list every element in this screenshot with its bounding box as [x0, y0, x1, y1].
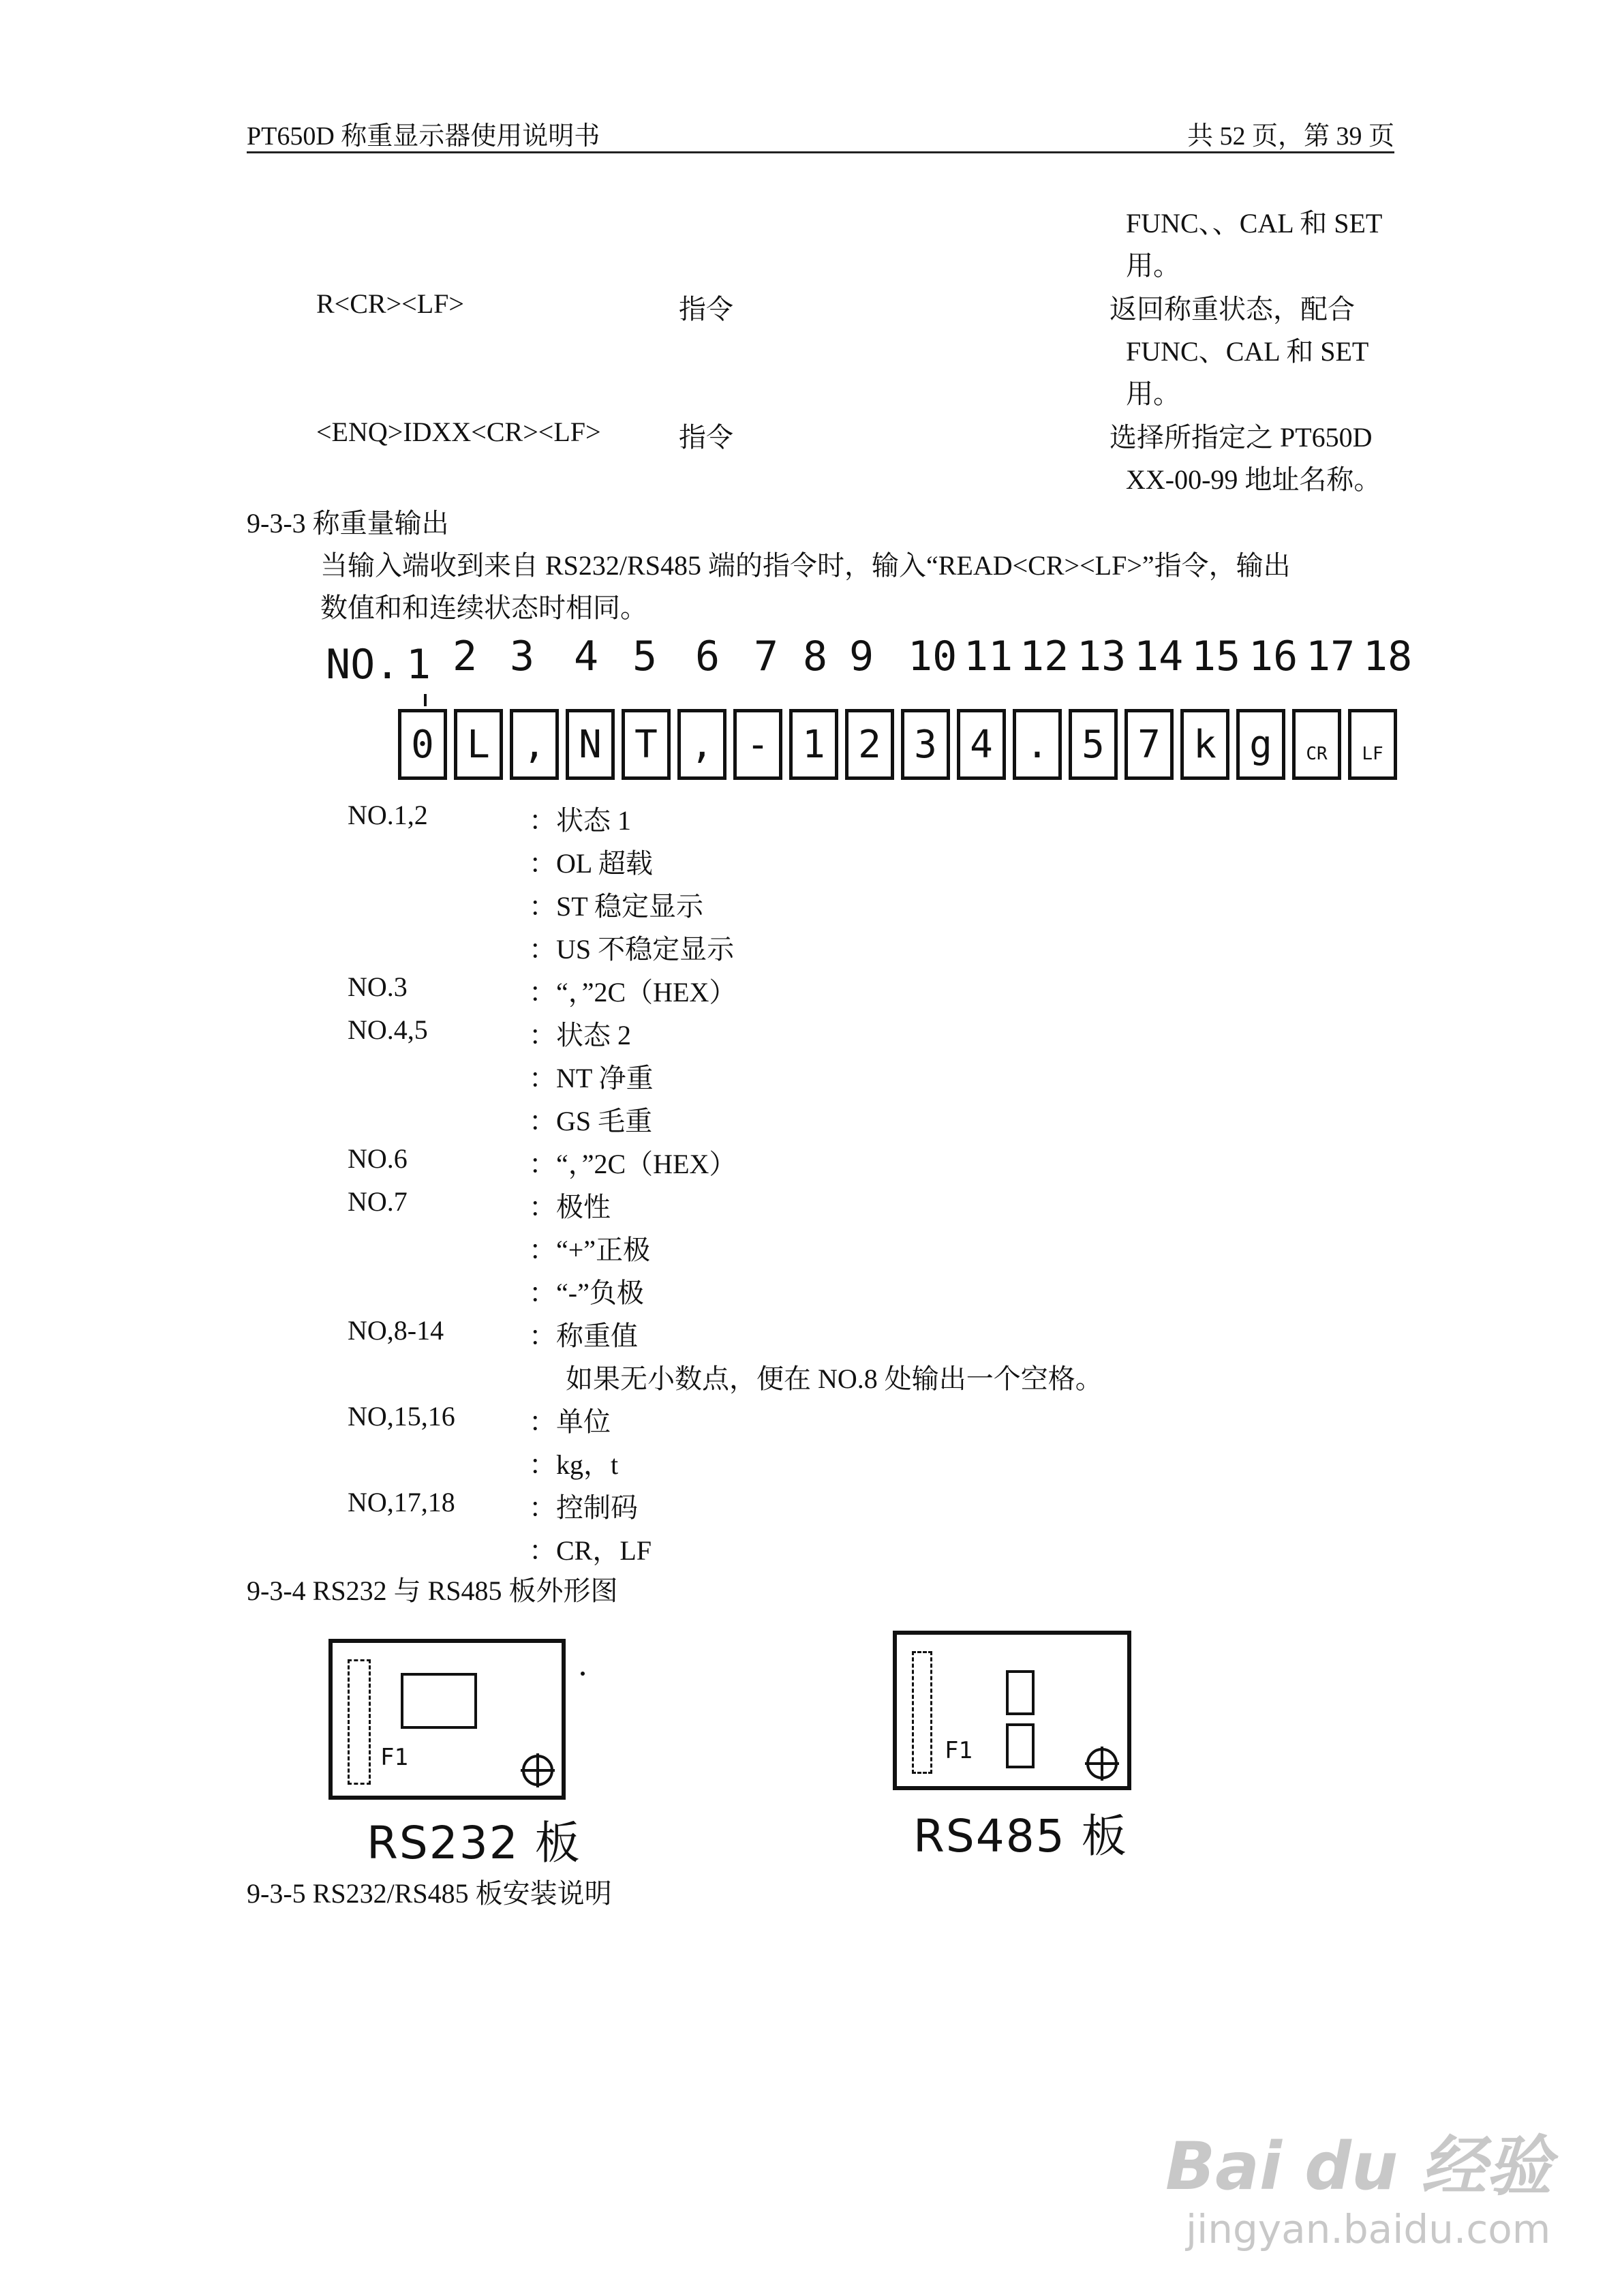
- rs232-f1-label: F1: [380, 1744, 408, 1771]
- frame-cell: 3: [901, 709, 950, 780]
- header-title: PT650D 称重显示器使用说明书: [247, 122, 600, 151]
- watermark-url: jingyan.baidu.com: [1186, 2206, 1551, 2252]
- field-description: ：NT 净重: [529, 1063, 654, 1093]
- field-description: ：kg，t: [529, 1449, 619, 1480]
- field-description: ：状态 2: [529, 1020, 631, 1051]
- frame-position-number: 14: [1134, 633, 1184, 680]
- command-r-desc-3: 用。: [1126, 378, 1180, 409]
- frame-position-number: 8: [803, 633, 828, 680]
- command-enq: <ENQ>IDXX<CR><LF>: [316, 417, 601, 447]
- frame-position-number: 5: [632, 633, 658, 680]
- frame-cell: ,: [510, 709, 559, 780]
- frame-cell: 4: [957, 709, 1006, 780]
- rs232-board-label: RS232 板: [367, 1817, 581, 1869]
- section-9-3-3-para-line1: 当输入端收到来自 RS232/RS485 端的指令时，输入“READ<CR><LF>”指令，输出: [320, 550, 1291, 581]
- frame-position-number: 1: [406, 641, 431, 689]
- frame-position-number: 15: [1191, 633, 1241, 680]
- field-number: NO.6: [348, 1143, 408, 1174]
- field-description: ：GS 毛重: [529, 1106, 653, 1136]
- field-description: ：单位: [529, 1406, 611, 1437]
- command-enq-desc-2: XX-00-99 地址名称。: [1126, 464, 1381, 495]
- field-description: ：“-”负极: [529, 1278, 644, 1308]
- frame-cell: 7: [1124, 709, 1174, 780]
- field-description: ：“，”2C（HEX）: [529, 977, 737, 1008]
- frame-number-prefix: NO.: [326, 641, 400, 689]
- header-page-number: 共 52 页，第 39 页: [1187, 122, 1394, 151]
- rs232-chip: [401, 1673, 477, 1729]
- frame-cell: 5: [1069, 709, 1118, 780]
- watermark-brand: Bai du 经验: [1165, 2128, 1552, 2205]
- frame-cell: 1: [789, 709, 838, 780]
- frame-cell: 2: [845, 709, 894, 780]
- section-9-3-5-heading: 9-3-5 RS232/RS485 板安装说明: [247, 1878, 612, 1909]
- field-description: ：“，”2C（HEX）: [529, 1149, 737, 1179]
- rs232-connector-strip: [348, 1659, 371, 1785]
- rs485-chip-lower: [1006, 1723, 1035, 1768]
- field-number: NO.3: [348, 971, 408, 1002]
- command-desc-continuation-2: 用。: [1126, 250, 1180, 281]
- rs485-f1-label: F1: [945, 1737, 973, 1764]
- stray-dot: [581, 1672, 585, 1676]
- rs485-connector-strip: [912, 1651, 932, 1774]
- frame-position-number: 18: [1363, 633, 1413, 680]
- frame-cell: k: [1180, 709, 1229, 780]
- field-number: NO,8-14: [348, 1315, 444, 1346]
- frame-position-number: 7: [754, 633, 779, 680]
- frame-cell: L: [454, 709, 503, 780]
- header-rule: [247, 151, 1394, 153]
- field-description: ：控制码: [529, 1492, 638, 1523]
- frame-cell: 0: [398, 709, 447, 780]
- frame-position-number: 13: [1077, 633, 1127, 680]
- field-description: ：“+”正极: [529, 1235, 651, 1265]
- command-r-type: 指令: [679, 294, 733, 324]
- field-number: NO,17,18: [348, 1487, 455, 1517]
- rs485-board: [893, 1631, 1131, 1790]
- rs485-chip-upper: [1006, 1670, 1035, 1715]
- frame-position-number: 2: [453, 633, 478, 680]
- frame-position-number: 12: [1020, 633, 1069, 680]
- field-number: NO,15,16: [348, 1401, 455, 1432]
- frame-position-number: 10: [908, 633, 958, 680]
- field-description: ：ST 稳定显示: [529, 891, 703, 922]
- frame-cell: ,: [677, 709, 726, 780]
- field-description: 如果无小数点，便在 NO.8 处输出一个空格。: [566, 1363, 1103, 1394]
- frame-position-number: 16: [1249, 633, 1298, 680]
- command-enq-desc-1: 选择所指定之 PT650D: [1110, 422, 1373, 453]
- section-9-3-3-heading: 9-3-3 称重量输出: [247, 508, 449, 539]
- field-description: ：极性: [529, 1192, 611, 1222]
- frame-position-number: 6: [695, 633, 720, 680]
- rs485-board-label: RS485 板: [913, 1810, 1128, 1862]
- field-description: ：CR，LF: [529, 1535, 652, 1566]
- frame-cell: .: [1013, 709, 1062, 780]
- frame-cell: -: [733, 709, 782, 780]
- command-enq-type: 指令: [679, 422, 733, 453]
- frame-cell: g: [1236, 709, 1285, 780]
- frame-cell: N: [566, 709, 615, 780]
- frame-start-tick: [424, 694, 427, 706]
- frame-cell: T: [622, 709, 671, 780]
- frame-cell: LF: [1348, 709, 1397, 780]
- rs232-board: [328, 1639, 566, 1800]
- field-description: ：称重值: [529, 1320, 638, 1351]
- frame-cell: CR: [1292, 709, 1341, 780]
- field-number: NO.7: [348, 1186, 408, 1217]
- field-description: ：状态 1: [529, 805, 631, 836]
- frame-position-number: 4: [574, 633, 599, 680]
- frame-position-number: 9: [849, 633, 874, 680]
- command-desc-continuation-1: FUNC、、CAL 和 SET: [1126, 208, 1383, 239]
- field-description: ：OL 超载: [529, 848, 653, 879]
- section-9-3-4-heading: 9-3-4 RS232 与 RS485 板外形图: [247, 1575, 618, 1606]
- rs232-mount-hole-icon: [522, 1755, 553, 1786]
- field-number: NO.1,2: [348, 800, 428, 830]
- rs485-mount-hole-icon: [1086, 1748, 1118, 1779]
- field-description: ：US 不稳定显示: [529, 934, 735, 965]
- frame-position-number: 3: [510, 633, 535, 680]
- section-9-3-3-para-line2: 数值和和连续状态时相同。: [320, 592, 647, 623]
- frame-position-number: 11: [964, 633, 1013, 680]
- field-number: NO.4,5: [348, 1014, 428, 1045]
- command-r-desc-1: 返回称重状态，配合: [1110, 294, 1355, 324]
- command-r: R<CR><LF>: [316, 288, 464, 319]
- command-r-desc-2: FUNC、CAL 和 SET: [1126, 336, 1369, 367]
- frame-position-number: 17: [1306, 633, 1356, 680]
